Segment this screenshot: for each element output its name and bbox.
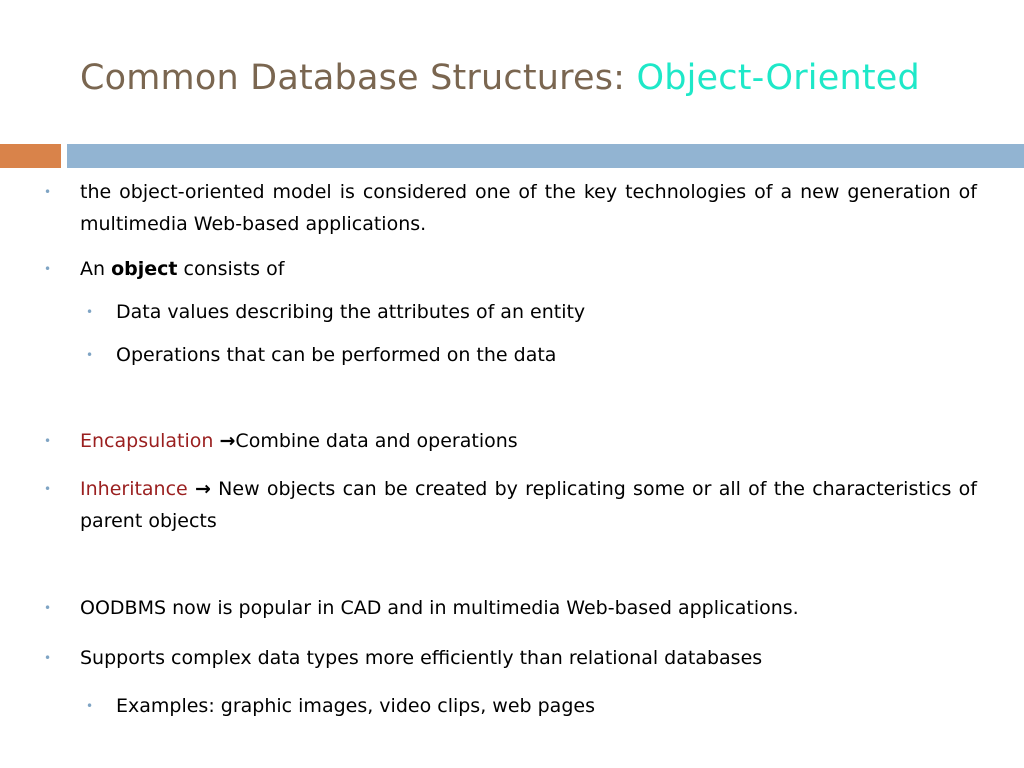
bullet-text	[80, 425, 977, 457]
sub-bullet-text: Operations that can be performed on the data	[116, 344, 557, 366]
sub-bullet-text: Examples: graphic images, video clips, web pages	[116, 695, 595, 717]
bullet-text: Supports complex data types more efficiently than relational databases	[80, 647, 763, 669]
bullet-dot-icon: •	[44, 651, 52, 665]
slide-title	[80, 58, 920, 98]
arrow-right-icon: →	[195, 478, 211, 500]
bold-term-object: object	[111, 258, 178, 280]
bullet-dot-icon: •	[44, 262, 52, 276]
term-inheritance: Inheritance	[80, 478, 195, 500]
orange-accent-bar	[0, 144, 61, 168]
bullet-dot-icon: •	[86, 348, 94, 362]
sub-bullet-text: Data values describing the attributes of an entity	[116, 301, 586, 323]
bullet-dot-icon: •	[86, 305, 94, 319]
bullet-dot-icon: •	[44, 482, 52, 496]
title-main: Common Database Structures:	[80, 58, 637, 98]
bullet-dot-icon: •	[44, 185, 52, 199]
bullet-dot-icon: •	[86, 699, 94, 713]
bullet-dot-icon: •	[44, 601, 52, 615]
bullet-suffix: consists of	[177, 258, 285, 280]
arrow-right-icon: →	[219, 430, 236, 452]
term-encapsulation: Encapsulation	[80, 430, 220, 452]
bullet-text: OODBMS now is popular in CAD and in multimedia Web-based applications.	[80, 597, 799, 619]
bullet-text	[80, 253, 977, 285]
title-accent: Object-Oriented	[636, 58, 920, 98]
bullet-text	[80, 473, 977, 537]
bullet-text: the object-oriented model is considered one of the key technologies of a new generation of multimedia Web-based applications.	[80, 181, 977, 235]
term-definition: New objects can be created by replicating some or all of the characteristics of parent objects	[80, 478, 977, 532]
blue-divider-bar	[67, 144, 1024, 168]
term-definition: Combine data and operations	[235, 430, 518, 452]
bullet-prefix: An	[80, 258, 112, 280]
bullet-dot-icon: •	[44, 434, 52, 448]
